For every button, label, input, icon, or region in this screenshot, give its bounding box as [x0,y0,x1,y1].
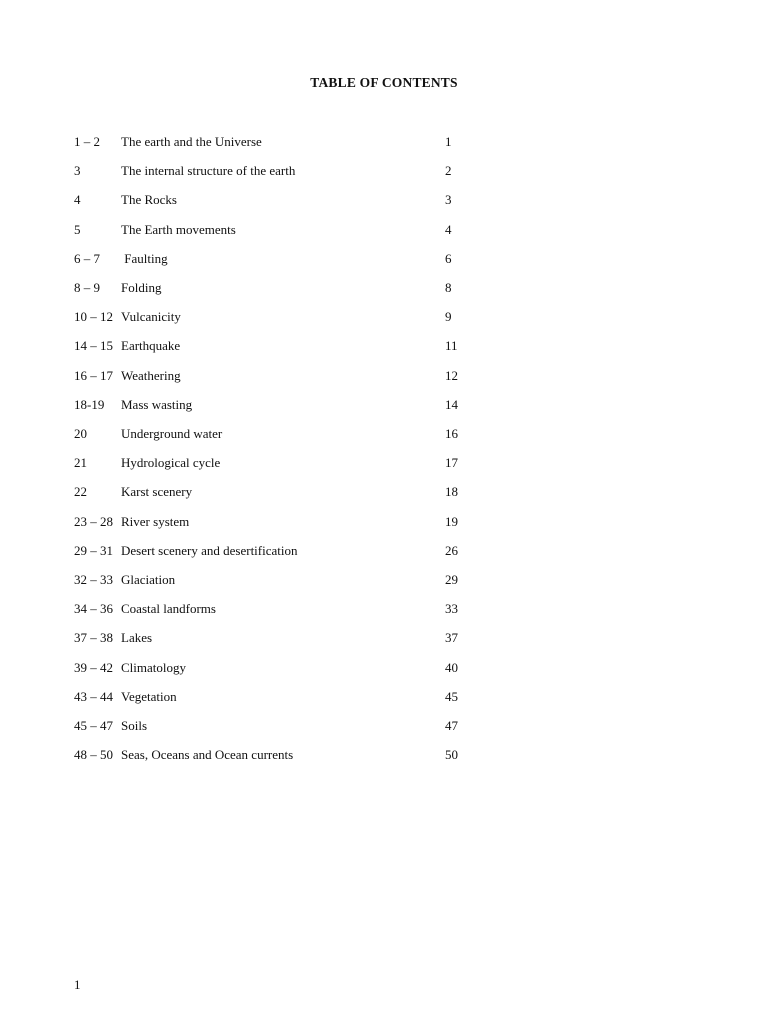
toc-entry-page: 9 [445,309,452,325]
toc-entry-topic: Folding [121,280,162,295]
toc-entry-page: 11 [445,338,458,354]
toc-entry-topic: Karst scenery [121,484,193,500]
toc-entry-page: 2 [445,163,452,179]
toc-entry-page: 45 [445,688,458,704]
toc-entry-page: 40 [445,659,458,675]
footer-page-number: 1 [74,977,81,992]
toc-entry-range: 45 – 47 [74,718,113,733]
page-title: TABLE OF CONTENTS [310,75,458,90]
toc-entry-range: 23 – 28 [74,513,113,529]
toc-entry-topic: Earthquake [121,338,181,354]
toc-entry-range: 16 – 17 [74,367,113,383]
toc-entry [0,746,768,764]
toc-entry [0,571,768,589]
toc-entry-page: 18 [445,484,458,500]
toc-entry [0,308,768,326]
toc-entry [0,688,768,706]
toc-entry [0,162,768,180]
toc-entry-page: 29 [445,572,458,587]
toc-entry-range: 6 – 7 [74,250,100,266]
toc-entry-topic: Hydrological cycle [121,455,221,471]
toc-entry-topic: Desert scenery and desertification [121,542,298,558]
toc-entry-range: 10 – 12 [74,309,113,325]
toc-entry-topic: Weathering [121,367,181,383]
toc-entry [0,600,768,618]
toc-entry-page: 14 [445,396,458,412]
toc-entry-page: 50 [445,747,458,763]
toc-entry-topic: Soils [121,718,148,733]
toc-entry-page: 19 [445,513,458,529]
toc-entry-page: 37 [445,630,458,646]
toc-entry-range: 39 – 42 [74,659,113,675]
toc-entry-topic: The internal structure of the earth [121,163,296,179]
toc-entry-range: 34 – 36 [74,601,113,617]
toc-entry-page: 17 [445,455,458,471]
toc-entry [0,396,768,414]
toc-entry [0,221,768,239]
toc-entry-range: 32 – 33 [74,572,113,587]
toc-entry-range: 20 [74,426,87,441]
toc-entry [0,542,768,560]
toc-entry-range: 43 – 44 [74,688,113,704]
toc-entry-page: 26 [445,542,458,558]
toc-entry [0,483,768,501]
toc-entry-range: 48 – 50 [74,747,113,763]
toc-entry-topic: Glaciation [121,572,176,587]
toc-entry-topic: Climatology [121,659,186,675]
toc-entry [0,133,768,151]
toc-entry-range: 29 – 31 [74,542,113,558]
toc-entry-topic: Faulting [121,250,168,266]
toc-entry-page: 16 [445,426,458,441]
toc-entry-range: 4 [74,192,81,208]
toc-entry-page: 1 [445,134,452,149]
toc-entry-topic: Coastal landforms [121,601,216,617]
toc-entry [0,513,768,531]
toc-entry-range: 1 – 2 [74,134,100,149]
toc-entry [0,367,768,385]
toc-entry-range: 37 – 38 [74,630,113,646]
toc-entry [0,337,768,355]
toc-entry-topic: The Rocks [121,192,177,208]
toc-entry-topic: The Earth movements [121,221,236,237]
toc-entry [0,659,768,677]
toc-entry [0,191,768,209]
toc-entry-range: 3 [74,163,81,179]
toc-entry [0,279,768,297]
toc-entry-range: 21 [74,455,87,471]
toc-entry-topic: The earth and the Universe [121,134,262,149]
toc-entry-topic: River system [121,513,190,529]
toc-entry [0,250,768,268]
toc-entry-range: 5 [74,221,81,237]
toc-entry-range: 14 – 15 [74,338,113,354]
toc-entry-page: 3 [445,192,452,208]
toc-entry-page: 8 [445,280,452,295]
toc-entry-page: 33 [445,601,458,617]
toc-entry-page: 47 [445,718,458,733]
toc-entry-topic: Lakes [121,630,153,646]
toc-entry-topic: Mass wasting [121,396,193,412]
toc-entry [0,629,768,647]
toc-entry-page: 12 [445,367,458,383]
toc-entry [0,454,768,472]
toc-entry-page: 4 [445,221,452,237]
toc-entry-topic: Vegetation [121,688,177,704]
toc-entry [0,717,768,735]
toc-entry-topic: Vulcanicity [121,309,181,325]
toc-entry-range: 18-19 [74,396,105,412]
toc-entry-topic: Underground water [121,426,223,441]
toc-entry-range: 8 – 9 [74,280,100,295]
toc-entry-topic: Seas, Oceans and Ocean currents [121,747,294,763]
toc-entry-range: 22 [74,484,87,500]
toc-entry [0,425,768,443]
toc-entry-page: 6 [445,250,452,266]
